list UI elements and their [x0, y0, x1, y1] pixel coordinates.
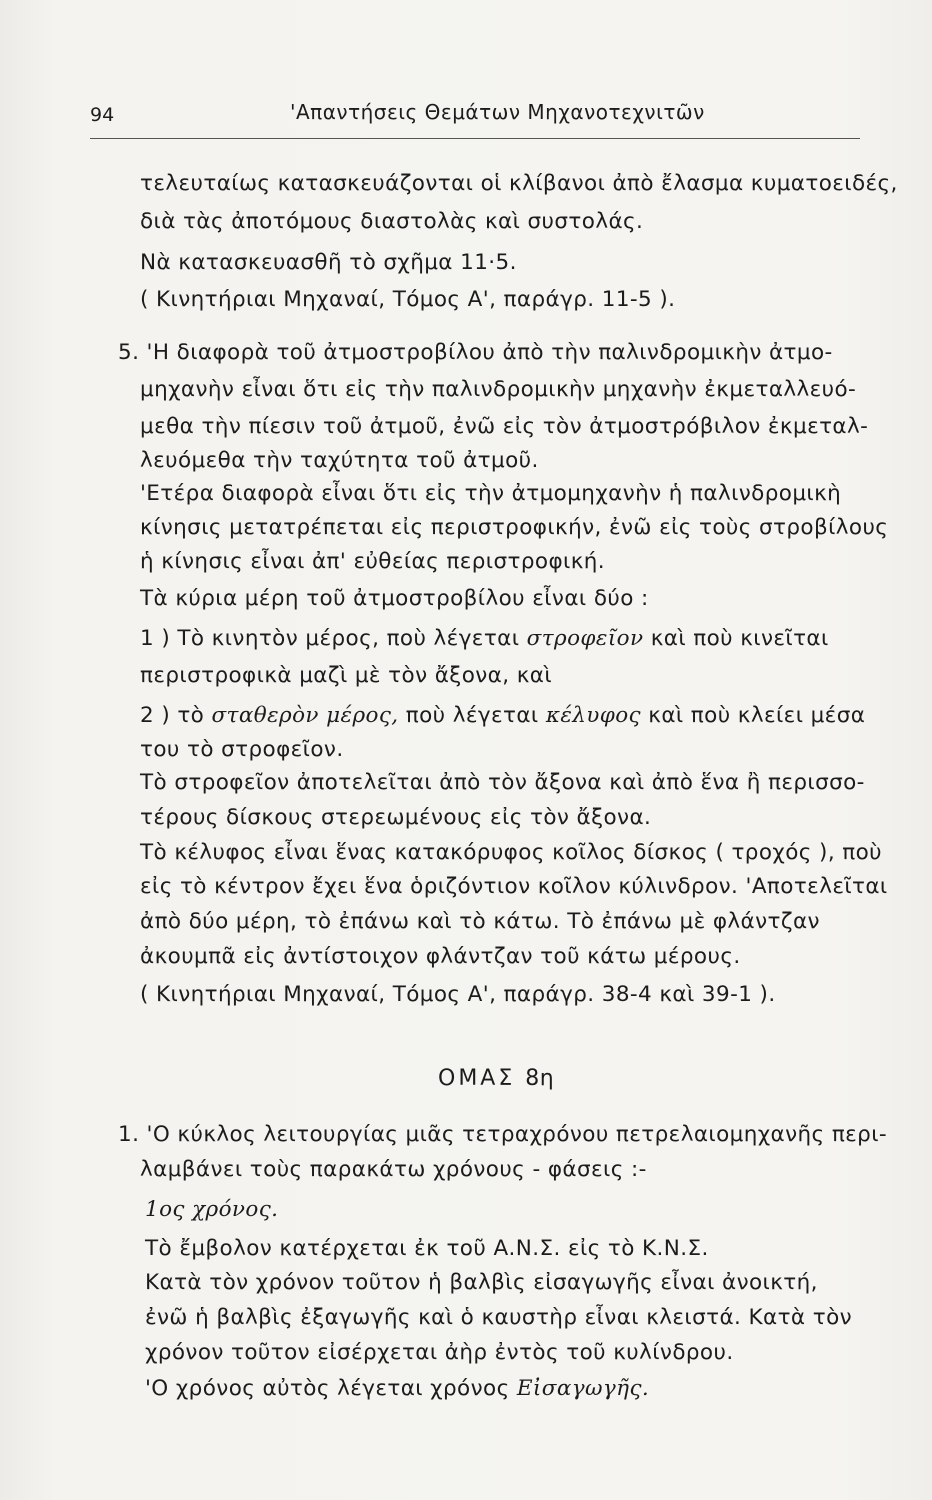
text-line: ( Κινητήριαι Μηχαναί, Τόμος Α', παράγρ. 38-4 καὶ 39-1 ). [140, 982, 776, 1007]
page-header [90, 100, 860, 130]
section-number: 8η [525, 1066, 555, 1091]
text-line: τελευταίως κατασκευάζονται οἱ κλίβανοι ἀπὸ ἔλασμα κυματοειδές, [140, 171, 898, 196]
rotor-text-end: καὶ ποὺ κινεῖται [650, 626, 829, 651]
text-line: Τὸ κέλυφος εἶναι ἕνας κατακόρυφος κοῖλος δίσκος ( τροχός ), ποὺ [140, 840, 883, 865]
text-line: μηχανὴν εἶναι ὅτι εἰς τὴν παλινδρομικὴν μηχανὴν ἐκμεταλλευό- [140, 377, 857, 402]
text-line: Τὸ ἔμβολον κατέρχεται ἐκ τοῦ Α.Ν.Σ. εἰς τὸ Κ.Ν.Σ. [145, 1236, 709, 1261]
section-title-text: ΟΜΑΣ [438, 1066, 516, 1091]
text-line: χρόνον τοῦτον εἰσέρχεται ἀὴρ ἐντὸς τοῦ κυλίνδρου. [145, 1340, 734, 1365]
text-line: λευόμεθα τὴν ταχύτητα τοῦ ἀτμοῦ. [140, 448, 539, 473]
text-line: ( Κινητήριαι Μηχαναί, Τόμος Α', παράγρ. 11-5 ). [140, 287, 676, 312]
text-line: διὰ τὰς ἀποτόμους διαστολὰς καὶ συστολάς. [140, 209, 644, 234]
text-line: μεθα τὴν πίεσιν τοῦ ἀτμοῦ, ἐνῶ εἰς τὸν ἀτμοστρόβιλον ἐκμεταλ- [140, 414, 869, 439]
intake-term: Εἰσαγωγῆς. [516, 1376, 650, 1401]
intake-line [145, 1376, 649, 1401]
text-line: 5. 'Η διαφορὰ τοῦ ἀτμοστροβίλου ἀπὸ τὴν παλινδρομικὴν ἀτμο- [118, 340, 833, 365]
casing-text-end: καὶ ποὺ κλείει μέσα [648, 703, 866, 728]
rotor-line [140, 626, 829, 651]
intake-text: 'Ο χρόνος αὐτὸς λέγεται χρόνος [145, 1376, 510, 1401]
text-line: λαμβάνει τοὺς παρακάτω χρόνους - φάσεις :- [140, 1157, 647, 1182]
rotor-term: στροφεῖον [526, 626, 644, 651]
text-line: 1. 'Ο κύκλος λειτουργίας μιᾶς τετραχρόνου πετρελαιομηχανῆς περι- [118, 1122, 888, 1147]
text-line: ἀκουμπᾶ εἰς ἀντίστοιχον φλάντζαν τοῦ κάτω μέρους. [140, 944, 741, 969]
running-head: 'Απαντήσεις Θεμάτων Μηχανοτεχνιτῶν [290, 100, 705, 124]
text-line: εἰς τὸ κέντρον ἔχει ἕνα ὁριζόντιον κοῖλον κύλινδρον. 'Αποτελεῖται [140, 874, 888, 899]
header-rule [90, 138, 860, 139]
text-line: Νὰ κατασκευασθῆ τὸ σχῆμα 11·5. [140, 250, 517, 275]
text-line: ἀπὸ δύο μέρη, τὸ ἐπάνω καὶ τὸ κάτω. Τὸ ἐπάνω μὲ φλάντζαν [140, 909, 820, 934]
text-line: Τὸ στροφεῖον ἀποτελεῖται ἀπὸ τὸν ἄξονα καὶ ἀπὸ ἕνα ἢ περισσο- [140, 770, 865, 795]
text-line: του τὸ στροφεῖον. [140, 737, 344, 762]
casing-text-mid: ποὺ λέγεται [405, 703, 539, 728]
rotor-text: 1 ) Τὸ κινητὸν μέρος, ποὺ λέγεται [140, 626, 520, 651]
section-title [438, 1066, 554, 1091]
casing-text: 2 ) τὸ [140, 703, 205, 728]
text-line: ἡ κίνησις εἶναι ἀπ' εὐθείας περιστροφική. [140, 549, 606, 574]
casing-line [140, 703, 865, 728]
text-line: τέρους δίσκους στερεωμένους εἰς τὸν ἄξονα. [140, 805, 652, 830]
text-line: κίνησις μετατρέπεται εἰς περιστροφικήν, ἐνῶ εἰς τοὺς στροβίλους [140, 515, 889, 540]
text-line: ἐνῶ ἡ βαλβὶς ἐξαγωγῆς καὶ ὁ καυστὴρ εἶναι κλειστά. Κατὰ τὸν [145, 1305, 853, 1330]
casing-term: κέλυφος [545, 703, 642, 728]
text-line: 'Ετέρα διαφορὰ εἶναι ὅτι εἰς τὴν ἀτμομηχανὴν ἡ παλινδρομικὴ [140, 481, 842, 506]
text-line: Τὰ κύρια μέρη τοῦ ἀτμοστροβίλου εἶναι δύο : [140, 586, 649, 611]
text-line: Κατὰ τὸν χρόνον τοῦτον ἡ βαλβὶς εἰσαγωγῆς εἶναι ἀνοικτή, [145, 1270, 818, 1295]
page-number: 94 [90, 104, 115, 126]
casing-term: σταθερὸν μέρος, [211, 703, 399, 728]
stroke-heading: 1ος χρόνος. [145, 1197, 279, 1222]
text-line: περιστροφικὰ μαζὶ μὲ τὸν ἄξονα, καὶ [140, 663, 553, 688]
